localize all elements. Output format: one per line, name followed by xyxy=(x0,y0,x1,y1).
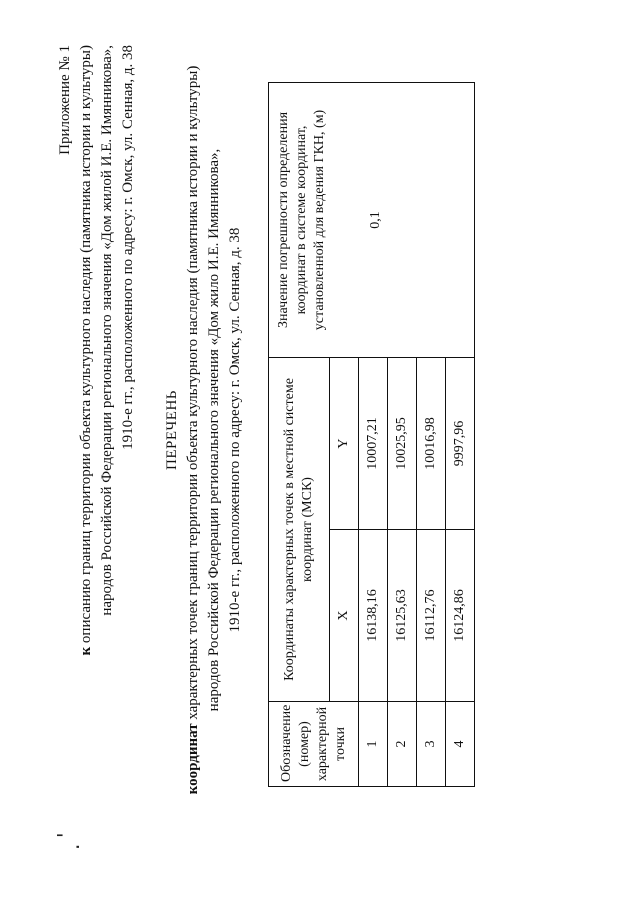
scan-mark-tick: ' xyxy=(53,832,77,838)
coord-y: 10016,98 xyxy=(417,357,446,529)
annex-block xyxy=(55,45,139,905)
header-error: Значение погрешности определения координат в системе координат, установленной для ведения ГКН, (м) xyxy=(276,109,327,331)
coordinates-table xyxy=(268,82,475,787)
annex-line-2-text: описанию границ территории объекта культурного наследия (памятника истории и культуры) xyxy=(78,45,94,647)
coord-x: 16125,63 xyxy=(388,530,417,702)
point-number: 4 xyxy=(446,702,475,787)
coord-x: 16112,76 xyxy=(417,530,446,702)
annex-line-4: 1910-е гг., расположенного по адресу: г. Омск, ул. Сенная, д. 38 xyxy=(120,45,136,450)
heading-line-1-text: характерных точек границ территории объекта культурного наследия (памятника истории и культуры) xyxy=(185,65,201,724)
header-error-and-value xyxy=(269,82,475,357)
header-x: X xyxy=(330,530,359,702)
annex-line-2-bold: к xyxy=(78,646,94,656)
heading-line-2: народов Российской Федерации регионального значения «Дом жило И.Е. Имянникова», xyxy=(206,148,222,712)
coord-x: 16124,86 xyxy=(446,530,475,702)
error-value: 0,1 xyxy=(368,211,383,229)
point-number: 2 xyxy=(388,702,417,787)
table-header-row xyxy=(269,82,330,786)
scan-mark-dot: . xyxy=(60,843,84,850)
annex-line-2 xyxy=(76,45,97,905)
annex-line-3: народов Российской Федерации регионального значения «Дом жилой И.Е. Имянникова», xyxy=(99,45,115,616)
list-heading xyxy=(162,15,246,845)
header-y: Y xyxy=(330,357,359,529)
heading-line-3: 1910-е гг., расположенного по адресу: г. Омск, ул. Сенная, д. 38 xyxy=(227,227,243,633)
annex-number: Приложение № 1 xyxy=(57,45,73,155)
header-point-number: Обозначение (номер) характерной точки xyxy=(269,702,359,787)
list-title: ПЕРЕЧЕНЬ xyxy=(164,390,180,470)
coord-y: 9997,96 xyxy=(446,357,475,529)
heading-line-1 xyxy=(183,15,204,845)
header-coordinates: Координаты характерных точек в местной системе координат (МСК) xyxy=(269,357,330,701)
coord-y: 10007,21 xyxy=(359,357,388,529)
coord-y: 10025,95 xyxy=(388,357,417,529)
point-number: 1 xyxy=(359,702,388,787)
heading-line-1-bold: координат xyxy=(185,723,201,795)
point-number: 3 xyxy=(417,702,446,787)
coord-x: 16138,16 xyxy=(359,530,388,702)
